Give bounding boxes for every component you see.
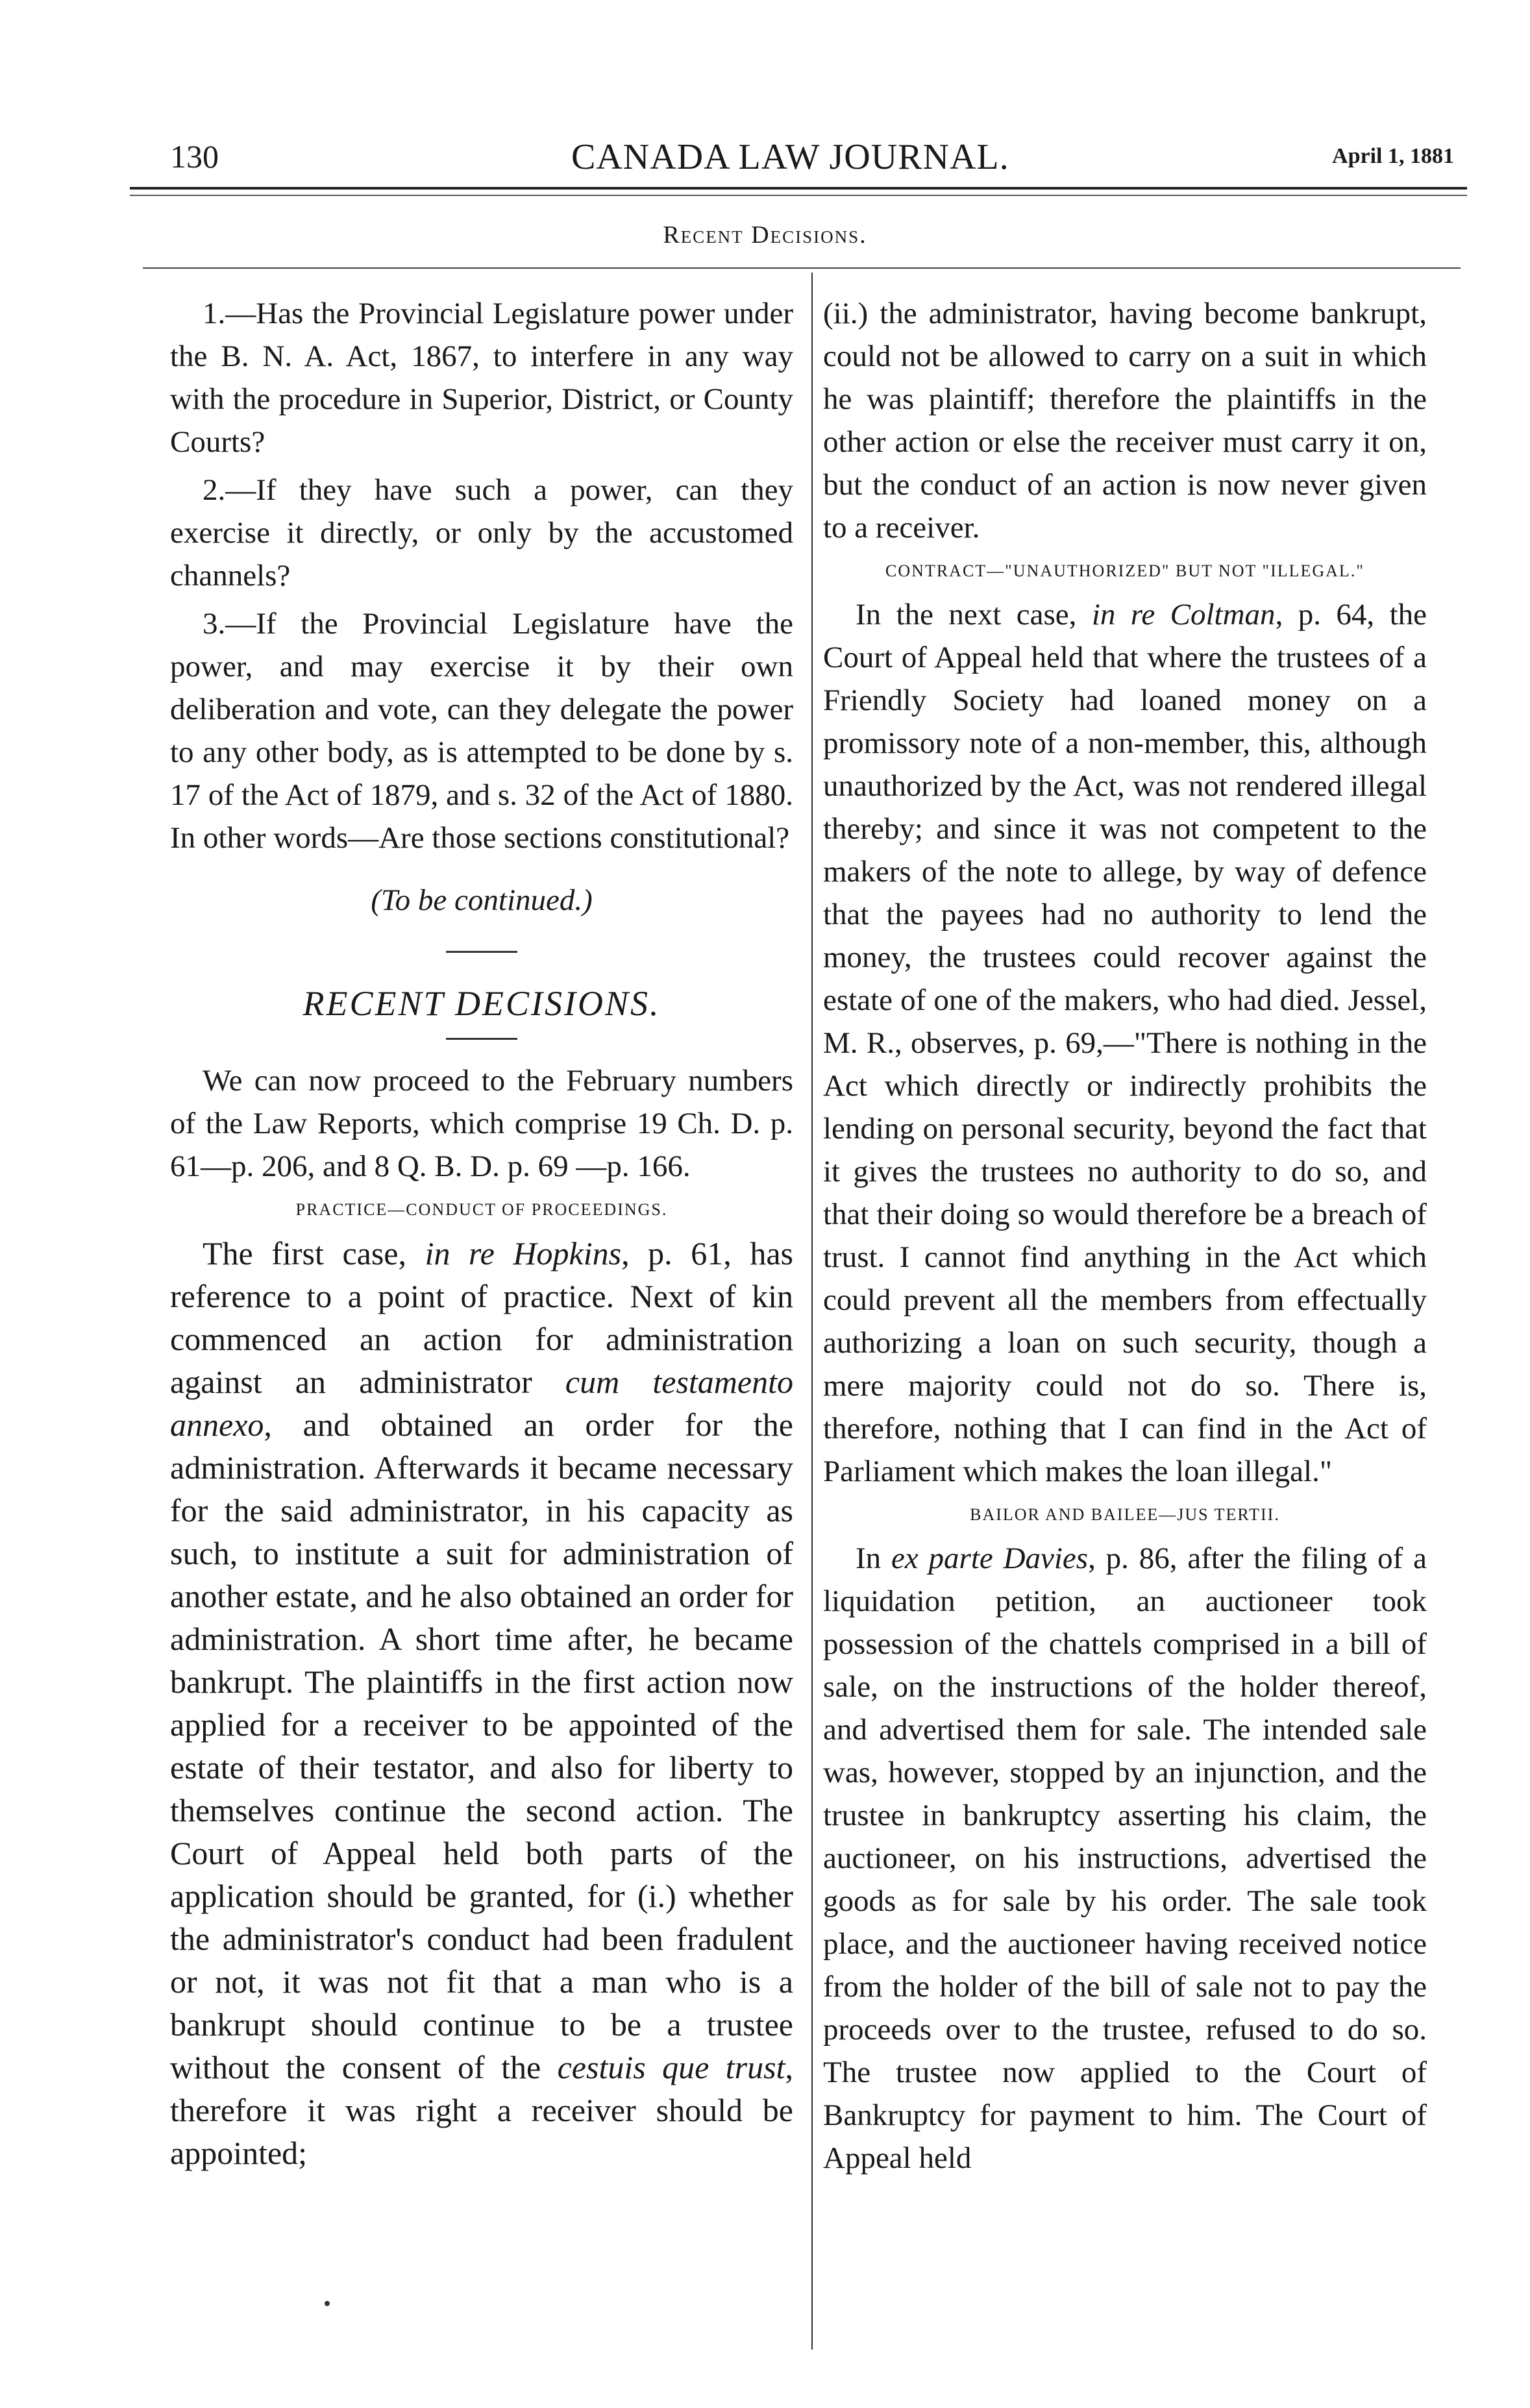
column-divider <box>811 273 813 2350</box>
subhead-contract: CONTRACT—"UNAUTHORIZED" BUT NOT "ILLEGAL." <box>885 561 1364 580</box>
header-rule-thin <box>130 195 1467 196</box>
davies-text-1: In <box>856 1542 891 1575</box>
running-head: Recent Decisions. <box>663 221 867 249</box>
hopkins-text-4: , therefore it was right a receiver should be appointed; <box>170 2049 793 2171</box>
section-divider <box>446 951 517 953</box>
page-number: 130 <box>170 138 219 175</box>
journal-title: CANADA LAW JOURNAL. <box>571 137 1009 177</box>
coltman-text-1: In the next case, <box>856 598 1092 632</box>
latin-cestuis: cestuis que trust <box>557 2049 785 2085</box>
latin-phrase: cum testamento annexo <box>170 1364 793 1443</box>
intro-paragraph: We can now proceed to the February numbers of the Law Reports, which comprise 19 Ch. D. p. 61—p. 206, and 8 Q. B. D. p. 69 —p. 166. <box>170 1064 793 1183</box>
case-name-hopkins: in re Hopkins <box>425 1235 622 1272</box>
header-rule <box>130 187 1467 190</box>
section-title-rule <box>446 1038 517 1040</box>
continuation-paragraph: (ii.) the administrator, having become bankrupt, could not be allowed to carry on a suit in which he was plaintiff; therefore the plaintiffs in the other action or else the receiver must carry it on, but the conduct of an action is now never given to a receiver. <box>823 297 1427 545</box>
question-3: 3.—If the Provincial Legislature have the power, and may exercise it by their own deliberation and vote, can they delegate the power to any other body, as is attempted to be done by s. 17 of the Act of 1879, and s. 32 of the Act of 1880. In other words—Are those sections constitutional? <box>170 607 793 855</box>
ink-mark <box>325 2301 330 2306</box>
davies-text-2: , p. 86, after the filing of a liquidation petition, an auctioneer took possession of the chattels comprised in a bill of sale, on the instructions of the holder thereof, and advertised them for sale. The intended sale was, however, stopped by an injunction, and the trustee in bankruptcy asserting his claim, the auctioneer, on his instructions, advertised the goods as for sale by his order. The sale took place, and the auctioneer having received notice from the holder of the bill of sale not to pay the proceeds over to the trustee, refused to do so. The trustee now applied to the Court of Bankruptcy for payment to him. The Court of Appeal held <box>823 1542 1427 2175</box>
subhead-bailor: BAILOR AND BAILEE—JUS TERTII. <box>970 1505 1280 1524</box>
section-title: RECENT DECISIONS. <box>302 984 661 1023</box>
left-column <box>170 292 793 2174</box>
hopkins-paragraph <box>170 1232 793 2174</box>
subhead-practice: PRACTICE—CONDUCT OF PROCEEDINGS. <box>295 1200 668 1219</box>
davies-paragraph <box>823 1537 1427 2180</box>
hopkins-text-1: The first case, <box>203 1235 425 1272</box>
case-name-davies: ex parte Davies <box>891 1542 1089 1575</box>
to-be-continued: (To be continued.) <box>371 883 593 917</box>
running-head-rule <box>143 267 1461 269</box>
question-2: 2.—If they have such a power, can they exercise it directly, or only by the accustomed channels? <box>170 473 793 593</box>
right-column <box>823 292 1427 2180</box>
question-1: 1.—Has the Provincial Legislature power under the B. N. A. Act, 1867, to interfere in any way with the procedure in Superior, District, or County Courts? <box>170 297 793 459</box>
case-name-coltman: in re Coltman <box>1091 598 1276 632</box>
hopkins-text-3: , and obtained an order for the administration. Afterwards it became necessary for the said administrator, in his capacity as such, to institute a suit for administration of another estate, and he also obtained an order for administration. A short time after, he became bankrupt. The plaintiffs in the first action now applied for a receiver to be appointed of the estate of their testator, and also for liberty to themselves continue the second action. The Court of Appeal held both parts of the application should be granted, for (i.) whether the administrator's conduct had been fradulent or not, it was not fit that a man who is a bankrupt should continue to be a trustee without the consent of the <box>170 1407 793 2085</box>
issue-date: April 1, 1881 <box>1332 144 1454 168</box>
page-header <box>130 136 1467 182</box>
coltman-text-2: , p. 64, the Court of Appeal held that where the trustees of a Friendly Society had loaned money on a promissory note of a non-member, this, although unauthorized by the Act, was not rendered illegal thereby; and since it was not competent to the makers of the note to allege, by way of defence that the payees had no authority to lend the money, the trustees could recover against the estate of one of the makers, who had died. Jessel, M. R., observes, p. 69,—"There is nothing in the Act which directly or indirectly prohibits the lending on personal security, beyond the fact that it gives the trustees no authority to do so, and that their doing so would therefore be a breach of trust. I cannot find anything in the Act which could prevent all the members from effectually authorizing a loan on such security, though a mere majority could not do so. There is, therefore, nothing that I can find in the Act of Parliament which makes the loan illegal." <box>823 598 1427 1488</box>
coltman-paragraph <box>823 593 1427 1493</box>
hopkins-text-2: , p. 61, has reference to a point of practice. Next of kin commenced an action for administration against an administrator <box>170 1235 794 1400</box>
